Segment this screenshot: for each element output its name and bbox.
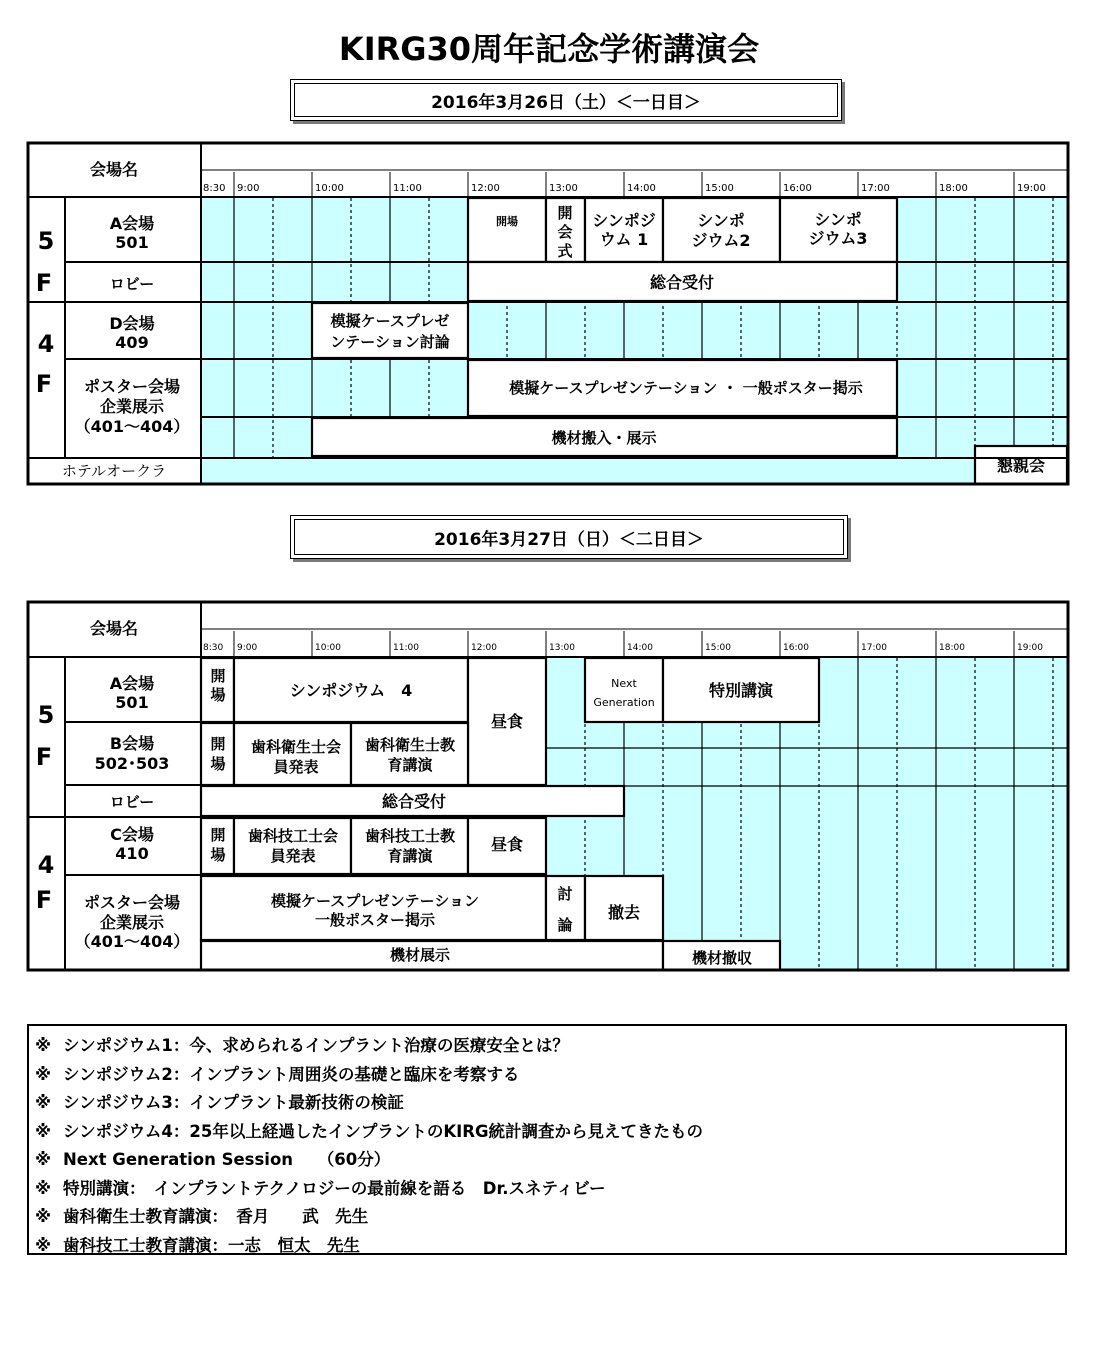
schedule-text: 15:00 [705, 643, 731, 653]
note-line: ※ 歯科衛生士教育講演： 香月 武 先生 [35, 1207, 369, 1226]
schedule-text: 員発表 [273, 758, 319, 776]
day1-hotel: ホテルオークラ [61, 462, 167, 480]
schedule-text: 歯科技工士会 [247, 827, 339, 845]
schedule-text: 開 [557, 204, 573, 222]
note-line: ※ Next Generation Session （60分） [35, 1150, 391, 1169]
day1-floor5-b: F [35, 269, 53, 297]
schedule-text: Next [611, 677, 637, 690]
schedule-text: 開 [210, 826, 226, 844]
day1-lobby: ロビー [109, 275, 155, 293]
schedule-text: 企業展示 [99, 913, 165, 932]
schedule-text: 14:00 [627, 643, 653, 653]
schedule-text: 17:00 [861, 183, 890, 194]
day1-room-d-name: D会場 [109, 314, 155, 333]
schedule-text: 4 [37, 851, 55, 879]
schedule-text: ポスター会場 [83, 893, 181, 912]
schedule-text: 15:00 [705, 183, 734, 194]
schedule-text: 18:00 [939, 183, 968, 194]
schedule-text: 総合受付 [649, 273, 715, 292]
day1-room-d-num: 409 [115, 333, 149, 352]
schedule-text: シンポ [814, 210, 862, 229]
schedule-text: 12:00 [471, 643, 497, 653]
schedule-text: F [35, 886, 53, 914]
note-line: ※ シンポジウム3：インプラント最新技術の検証 [35, 1093, 404, 1112]
day2-ev-hyg-edu [351, 723, 468, 785]
schedule-text: ジウム3 [808, 229, 868, 248]
schedule-text: 機材搬入・展示 [551, 429, 657, 447]
schedule-text: 501 [115, 693, 149, 712]
schedule-text: 8:30 [203, 643, 224, 653]
schedule-text: 歯科衛生士会 [250, 738, 342, 756]
day2-ev-open-b [201, 723, 234, 785]
day1-poster-sub: 企業展示 [99, 397, 165, 416]
schedule-text: 11:00 [393, 643, 419, 653]
note-line: ※ シンポジウム4：25年以上経過したインプラントのKIRG統計調査から見えてきたもの [35, 1121, 704, 1141]
schedule-text: シンポジウム 4 [289, 681, 413, 700]
schedule-text: 論 [557, 916, 573, 934]
day2-header: 会場名 [89, 619, 139, 638]
schedule-text: 13:00 [549, 643, 575, 653]
schedule-text: 育講演 [387, 756, 433, 774]
schedule-text: 撤去 [607, 903, 641, 922]
schedule-text: C会場 [110, 825, 154, 844]
schedule-text: 場 [210, 846, 226, 864]
schedule-text: 育講演 [387, 847, 433, 865]
schedule-text: B会場 [109, 734, 155, 753]
schedule-text: 16:00 [783, 183, 812, 194]
schedule-text: A会場 [109, 674, 155, 693]
schedule-text: 昼食 [490, 712, 524, 731]
schedule-text: 12:00 [471, 183, 500, 194]
schedule-text: 10:00 [315, 643, 341, 653]
day2-grid [28, 602, 1068, 970]
schedule-text: ロビー [109, 793, 155, 811]
schedule-text: （401～404） [74, 932, 190, 951]
schedule-text: 式 [557, 242, 573, 260]
schedule-text: 模擬ケースプレゼ [330, 312, 450, 330]
page-title: KIRG30周年記念学術講演会 [338, 30, 760, 68]
schedule-text: Generation [593, 696, 655, 709]
schedule-text: 員発表 [270, 847, 316, 865]
schedule-text: ンテーション討論 [330, 333, 450, 351]
schedule-text: 9:00 [237, 183, 260, 194]
day1-ev-sym2 [663, 198, 780, 262]
schedule-text: 一般ポスター掲示 [314, 911, 436, 929]
schedule-text: シンポジ [592, 211, 656, 230]
day1-label: 2016年3月26日（土）＜一日目＞ [294, 83, 838, 117]
note-line: ※ シンポジウム2：インプラント周囲炎の基礎と臨床を考察する [35, 1064, 520, 1084]
day1-room-a-num: 501 [115, 233, 149, 252]
schedule-text: 5 [37, 701, 55, 729]
schedule-text: 17:00 [861, 643, 887, 653]
schedule-text: 18:00 [939, 643, 965, 653]
schedule-text: シンポ [697, 211, 745, 230]
schedule-text: 10:00 [315, 183, 344, 194]
schedule-text: 14:00 [627, 183, 656, 194]
schedule-text: 特別講演 [708, 681, 774, 700]
schedule-text: 410 [115, 844, 149, 863]
day1-header: 会場名 [89, 160, 139, 179]
schedule-text: 13:00 [549, 183, 578, 194]
note-line: ※ 特別講演： インプラントテクノロジーの最前線を語る Dr.スネティビー [35, 1178, 606, 1198]
notes-box [27, 1024, 1067, 1255]
schedule-text: 開場 [496, 215, 518, 228]
schedule-text: 開 [210, 735, 226, 753]
day2-ev-next [585, 658, 663, 722]
schedule-text: 場 [210, 686, 226, 704]
day1-floor4-b: F [35, 370, 53, 398]
schedule-text: 19:00 [1017, 183, 1046, 194]
schedule-text: 模擬ケースプレゼンテーション [270, 892, 480, 910]
schedule-text: ウム 1 [599, 230, 649, 249]
schedule-text: 場 [210, 755, 226, 773]
schedule-text: 9:00 [237, 643, 258, 653]
schedule-text: 機材展示 [389, 946, 451, 964]
note-line: ※ 歯科技工士教育講演：一志 恒太 先生 [35, 1235, 360, 1255]
schedule-text: 19:00 [1017, 643, 1043, 653]
day1-room-a-name: A会場 [109, 214, 155, 233]
note-line: ※ シンポジウム1：今、求められるインプラント治療の医療安全とは？ [35, 1036, 569, 1055]
schedule-text: 502･503 [94, 754, 170, 773]
day1-poster-name: ポスター会場 [83, 377, 181, 396]
schedule-text: ジウム2 [691, 231, 751, 250]
schedule-text: 総合受付 [381, 792, 447, 811]
day1-poster-num: （401～404） [74, 417, 190, 436]
schedule-text: 16:00 [783, 643, 809, 653]
schedule-text: 開 [210, 667, 226, 685]
schedule-text: 11:00 [393, 183, 422, 194]
schedule-text: 8:30 [203, 183, 226, 194]
day2-label: 2016年3月27日（日）＜二日目＞ [294, 519, 844, 555]
schedule-text: 歯科衛生士教 [364, 736, 456, 754]
schedule-text: 歯科技工士教 [364, 827, 456, 845]
schedule-text: 模擬ケースプレゼンテーション ・ 一般ポスター掲示 [509, 379, 863, 397]
day1-floor4-a: 4 [37, 330, 55, 358]
schedule-text: 昼食 [490, 835, 524, 854]
schedule-text: 会 [557, 223, 573, 241]
day1-floor5-a: 5 [37, 227, 55, 255]
schedule-text: F [35, 743, 53, 771]
schedule-text: 機材撤収 [691, 949, 753, 967]
schedule-text: 懇親会 [996, 456, 1046, 475]
schedule-text: 討 [557, 885, 573, 903]
day1-ev-open [468, 198, 546, 262]
